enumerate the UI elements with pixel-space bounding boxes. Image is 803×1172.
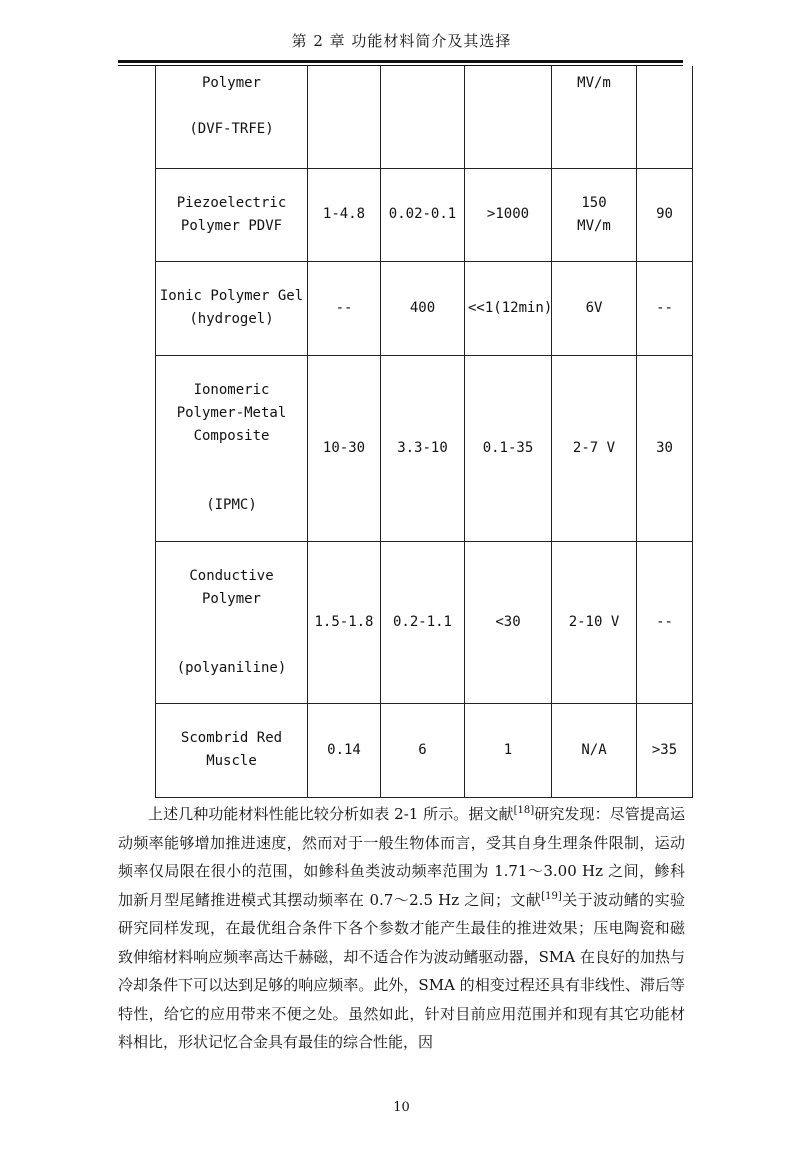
value-cell-c3: 1 <box>465 703 552 797</box>
material-name-cell <box>156 168 308 261</box>
value-cell-c5: 30 <box>637 355 693 541</box>
running-header: 第 2 章 功能材料简介及其选择 <box>291 32 512 50</box>
material-name-line: Ionomeric <box>193 382 270 398</box>
material-name-line: Ionic Polymer Gel <box>159 288 304 304</box>
material-name-line <box>159 611 304 634</box>
value-cell-c4: 6V <box>552 261 637 355</box>
table-row <box>156 703 693 797</box>
material-name-line <box>159 448 304 471</box>
material-name-line: Polymer-Metal <box>176 405 287 421</box>
material-name-line <box>159 471 304 494</box>
value-cell-c2: 3.3-10 <box>381 355 465 541</box>
value-cell-c1: -- <box>308 261 381 355</box>
value-cell-c1: 0.14 <box>308 703 381 797</box>
value-cell-c3: <30 <box>465 541 552 703</box>
material-name-line: Polymer PDVF <box>180 217 283 234</box>
value-cell-c5: 90 <box>637 168 693 261</box>
value-cell-c4: MV/m <box>552 66 637 168</box>
value-cell-c5: >35 <box>637 703 693 797</box>
material-name-line: (DVF-TRFE) <box>189 121 274 137</box>
material-name-line: Polymer <box>201 75 261 91</box>
header-rule-thick <box>118 60 683 63</box>
table-row <box>156 261 693 355</box>
material-name-line: Composite <box>193 428 270 444</box>
material-name-line: (polyaniline) <box>176 659 287 676</box>
material-name-line <box>159 95 304 118</box>
value-cell-c5 <box>637 66 693 168</box>
citation-ref: [19] <box>541 890 562 902</box>
value-cell-c4: 150 MV/m <box>552 168 637 261</box>
material-name-line: Muscle <box>206 753 257 769</box>
value-cell-c2 <box>381 66 465 168</box>
table-row <box>156 355 693 541</box>
value-cell-c2: 400 <box>381 261 465 355</box>
value-cell-c5: -- <box>637 541 693 703</box>
body-text <box>118 800 685 1057</box>
page-number: 10 <box>393 1100 410 1115</box>
material-name-line: Scombrid Red <box>180 730 283 746</box>
value-cell-c3: <<1(12min) <box>465 261 552 355</box>
material-name-cell <box>156 703 308 797</box>
material-name-line: Polymer <box>201 590 261 607</box>
value-cell-c3: 0.1-35 <box>465 355 552 541</box>
table-row <box>156 168 693 261</box>
material-name-line: Piezoelectric <box>176 194 287 211</box>
material-name-cell <box>156 261 308 355</box>
value-cell-c1: 10-30 <box>308 355 381 541</box>
value-cell-c4: N/A <box>552 703 637 797</box>
value-cell-c4: 2-7 V <box>552 355 637 541</box>
citation-ref: [18] <box>513 805 535 816</box>
value-cell-c5: -- <box>637 261 693 355</box>
material-properties-table <box>155 66 693 798</box>
material-name-line: (hydrogel) <box>189 311 274 327</box>
material-name-line: Conductive <box>189 567 274 584</box>
value-cell-c2: 0.2-1.1 <box>381 541 465 703</box>
material-name-cell <box>156 355 308 541</box>
table-row <box>156 66 693 168</box>
value-cell-c1: 1-4.8 <box>308 168 381 261</box>
value-cell-c1: 1.5-1.8 <box>308 541 381 703</box>
material-name-line: (IPMC) <box>206 497 257 513</box>
value-cell-c4: 2-10 V <box>552 541 637 703</box>
value-cell-c3: >1000 <box>465 168 552 261</box>
material-name-cell <box>156 541 308 703</box>
table-row <box>156 541 693 703</box>
value-cell-c2: 0.02-0.1 <box>381 168 465 261</box>
material-name-line <box>159 634 304 657</box>
material-name-cell <box>156 66 308 168</box>
value-cell-c3 <box>465 66 552 168</box>
paragraph: 上述几种功能材料性能比较分析如表 2-1 所示。据文献[18]研究发现：尽管提高运动频率能够增加推进速度，然而对于一般生物体而言，受其自身生理条件限制，运动频率仅局限在很小的范围，如鲹科鱼类波动频率范围为 1.71～3.00 Hz 之间，鲹科加新月型尾鳍推进模式其摆动频率在 0.7～2.5 Hz 之间；文献[19]关于波动鳍的实验研究同样发现，在最优组合条件下各个参数才能产生最佳的推进效果；压电陶瓷和磁致伸缩材料响应频率高达千赫磁，却不适合作为波动鳍驱动器，SMA 在良好的加热与冷却条件下可以达到足够的响应频率。此外，SMA 的相变过程还具有非线性、滞后等特性，给它的应用带来不便之处。虽然如此，针对目前应用范围并和现有其它功能材料相比，形状记忆合金具有最佳的综合性能，因 <box>118 805 685 1051</box>
value-cell-c2: 6 <box>381 703 465 797</box>
value-cell-c1 <box>308 66 381 168</box>
